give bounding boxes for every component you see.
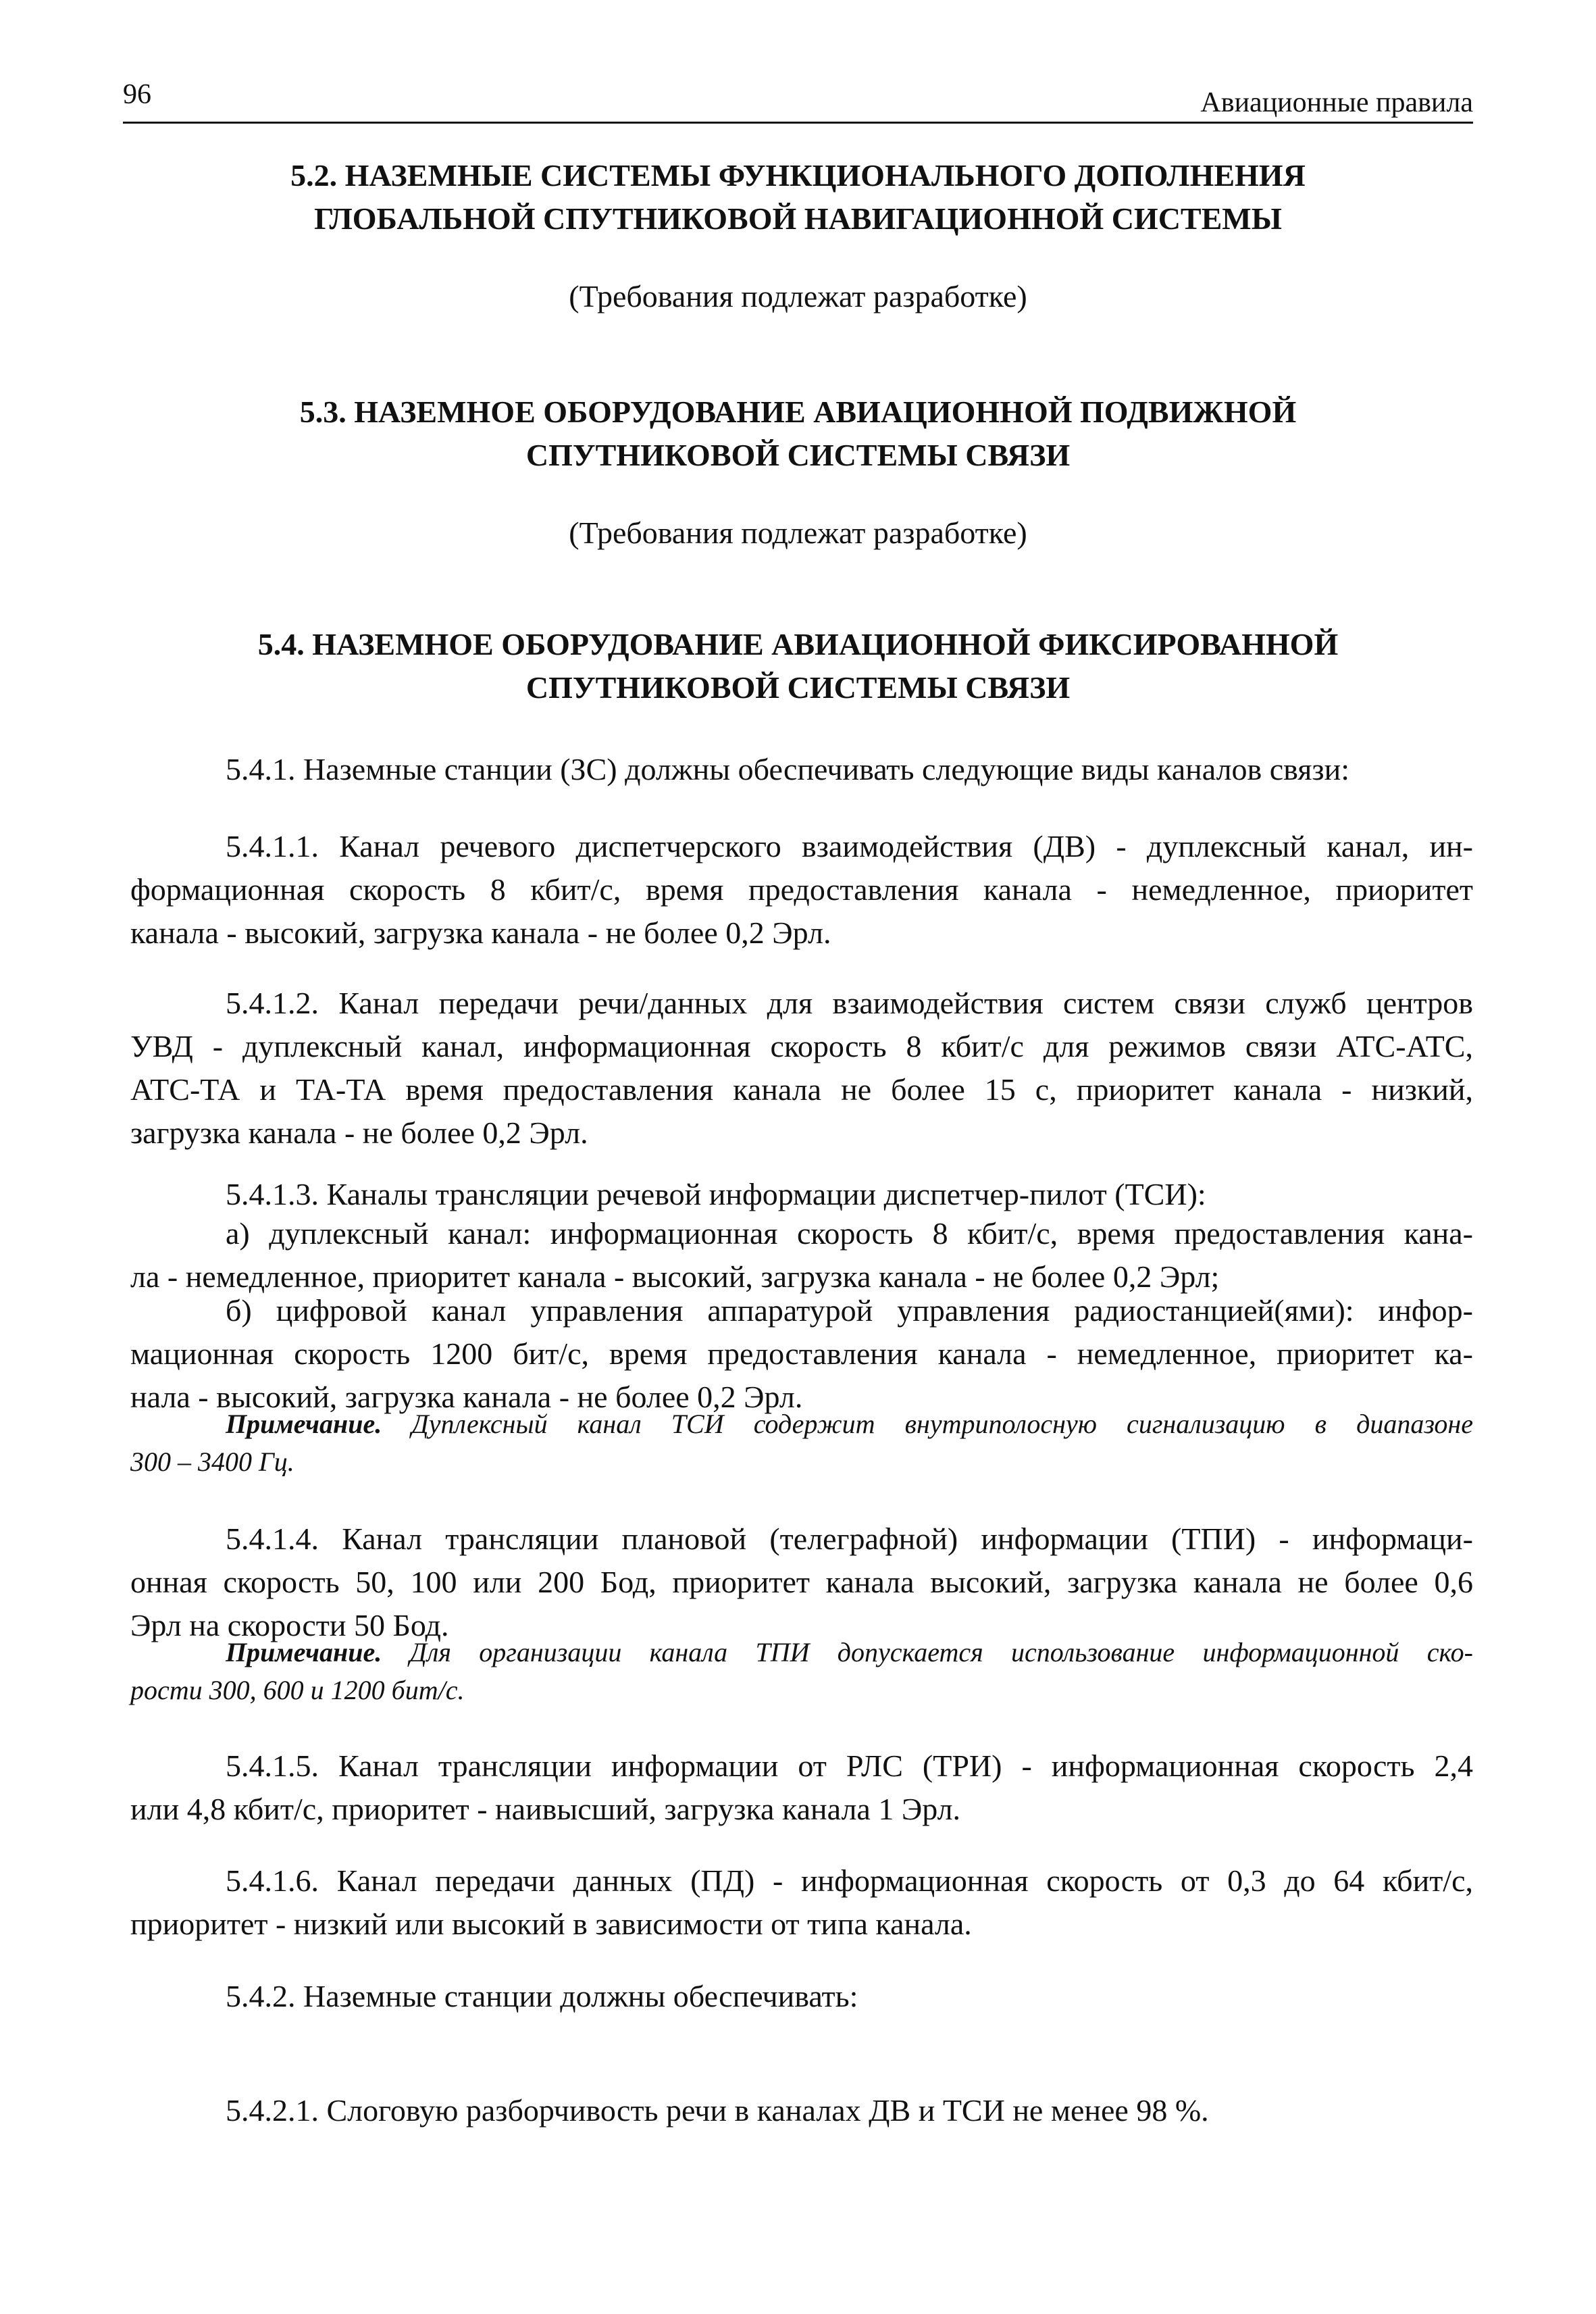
paragraph-line: а) дуплексный канал: информационная скорость 8 кбит/с, время предоставления кана-	[226, 1216, 1473, 1251]
note-line	[130, 1405, 1473, 1443]
paragraph-line: формационная скорость 8 кбит/с, время предоставления канала - немедленное, приоритет	[130, 872, 1473, 907]
paragraph-line: мационная скорость 1200 бит/с, время предоставления канала - немедленное, приоритет ка-	[130, 1336, 1473, 1371]
note-text: Для организации канала ТПИ допускается использование информационной ско-	[382, 1637, 1473, 1667]
heading-line: СПУТНИКОВОЙ СИСТЕМЫ СВЯЗИ	[525, 438, 1071, 472]
paragraph-line: загрузка канала - не более 0,2 Эрл.	[130, 1115, 588, 1150]
requirements-pending-note-5-2: (Требования подлежат разработке)	[569, 279, 1027, 313]
requirements-pending-note-5-3: (Требования подлежат разработке)	[569, 515, 1027, 550]
paragraph-line: б) цифровой канал управления аппаратурой управления радиостанцией(ями): инфор-	[226, 1293, 1473, 1328]
paragraph-line: 5.4.1.4. Канал трансляции плановой (телеграфной) информации (ТПИ) - информаци-	[226, 1521, 1473, 1556]
paragraph-line: ла - немедленное, приоритет канала - высокий, загрузка канала - не более 0,2 Эрл;	[130, 1259, 1220, 1294]
paragraph-5-4-1-3	[226, 1173, 1473, 1216]
paragraph-5-4-2	[226, 1975, 1473, 2018]
note-label: Примечание.	[226, 1637, 382, 1667]
paragraph-line: 5.4.1.6. Канал передачи данных (ПД) - информационная скорость от 0,3 до 64 кбит/с,	[226, 1863, 1473, 1898]
paragraph-5-4-1	[226, 748, 1473, 791]
header-rule	[123, 122, 1473, 124]
paragraph-5-4-1-6	[130, 1859, 1473, 1946]
section-heading-5-4	[123, 623, 1473, 709]
note-label: Примечание.	[226, 1409, 382, 1439]
paragraph-line: 5.4.1.3. Каналы трансляции речевой информации диспетчер-пилот (ТСИ):	[226, 1177, 1206, 1211]
paragraph-5-4-1-2	[130, 982, 1473, 1155]
paragraph-line: Эрл на скорости 50 Бод.	[130, 1608, 449, 1642]
note-tpi-rate	[130, 1634, 1473, 1709]
paragraph-5-4-1-5	[130, 1744, 1473, 1831]
paragraph-line: нала - высокий, загрузка канала - не более 0,2 Эрл.	[130, 1380, 803, 1414]
paragraph-5-4-1-3-b	[130, 1289, 1473, 1419]
section-heading-5-3	[123, 391, 1473, 477]
paragraph-line: 5.4.1. Наземные станции (ЗС) должны обеспечивать следующие виды каналов связи:	[226, 752, 1349, 786]
note-tsi-band	[130, 1405, 1473, 1481]
paragraph-line: 5.4.1.2. Канал передачи речи/данных для взаимодействия систем связи служб центров	[226, 986, 1473, 1020]
heading-line: 5.2. НАЗЕМНЫЕ СИСТЕМЫ ФУНКЦИОНАЛЬНОГО ДОПОЛНЕНИЯ	[290, 158, 1306, 193]
heading-line: СПУТНИКОВОЙ СИСТЕМЫ СВЯЗИ	[525, 670, 1071, 705]
paragraph-line: УВД - дуплексный канал, информационная скорость 8 кбит/с для режимов связи АТС-АТС,	[130, 1029, 1473, 1063]
note-text: Дуплексный канал ТСИ содержит внутриполосную сигнализацию в диапазоне	[382, 1409, 1473, 1439]
paragraph-line: или 4,8 кбит/с, приоритет - наивысший, загрузка канала 1 Эрл.	[130, 1792, 961, 1826]
heading-line: ГЛОБАЛЬНОЙ СПУТНИКОВОЙ НАВИГАЦИОННОЙ СИСТЕМЫ	[314, 201, 1282, 236]
note-line	[130, 1634, 1473, 1671]
page-number: 96	[123, 79, 151, 110]
paragraph-5-4-1-4	[130, 1517, 1473, 1647]
paragraph-line: 5.4.2.1. Слоговую разборчивость речи в каналах ДВ и ТСИ не менее 98 %.	[226, 2093, 1209, 2128]
paragraph-line: АТС-ТА и ТА-ТА время предоставления канала не более 15 с, приоритет канала - низкий,	[130, 1072, 1473, 1107]
running-title: Авиационные правила	[1200, 87, 1473, 118]
paragraph-line: 5.4.2. Наземные станции должны обеспечивать:	[226, 1979, 858, 2013]
paragraph-5-4-1-1	[130, 825, 1473, 955]
paragraph-line: приоритет - низкий или высокий в зависимости от типа канала.	[130, 1907, 972, 1941]
paragraph-line: канала - высокий, загрузка канала - не более 0,2 Эрл.	[130, 915, 831, 950]
note-line: 300 – 3400 Гц.	[130, 1447, 294, 1477]
paragraph-line: онная скорость 50, 100 или 200 Бод, приоритет канала высокий, загрузка канала не более 0,6	[130, 1565, 1473, 1599]
heading-line: 5.4. НАЗЕМНОЕ ОБОРУДОВАНИЕ АВИАЦИОННОЙ ФИКСИРОВАННОЙ	[257, 627, 1339, 661]
paragraph-line: 5.4.1.1. Канал речевого диспетчерского взаимодействия (ДВ) - дуплексный канал, ин-	[226, 829, 1473, 863]
paragraph-5-4-2-1	[226, 2089, 1473, 2132]
section-heading-5-2	[123, 154, 1473, 241]
note-line: рости 300, 600 и 1200 бит/с.	[130, 1675, 465, 1705]
paragraph-5-4-1-3-a	[130, 1212, 1473, 1299]
heading-line: 5.3. НАЗЕМНОЕ ОБОРУДОВАНИЕ АВИАЦИОННОЙ ПОДВИЖНОЙ	[299, 395, 1297, 429]
paragraph-line: 5.4.1.5. Канал трансляции информации от РЛС (ТРИ) - информационная скорость 2,4	[226, 1749, 1473, 1783]
